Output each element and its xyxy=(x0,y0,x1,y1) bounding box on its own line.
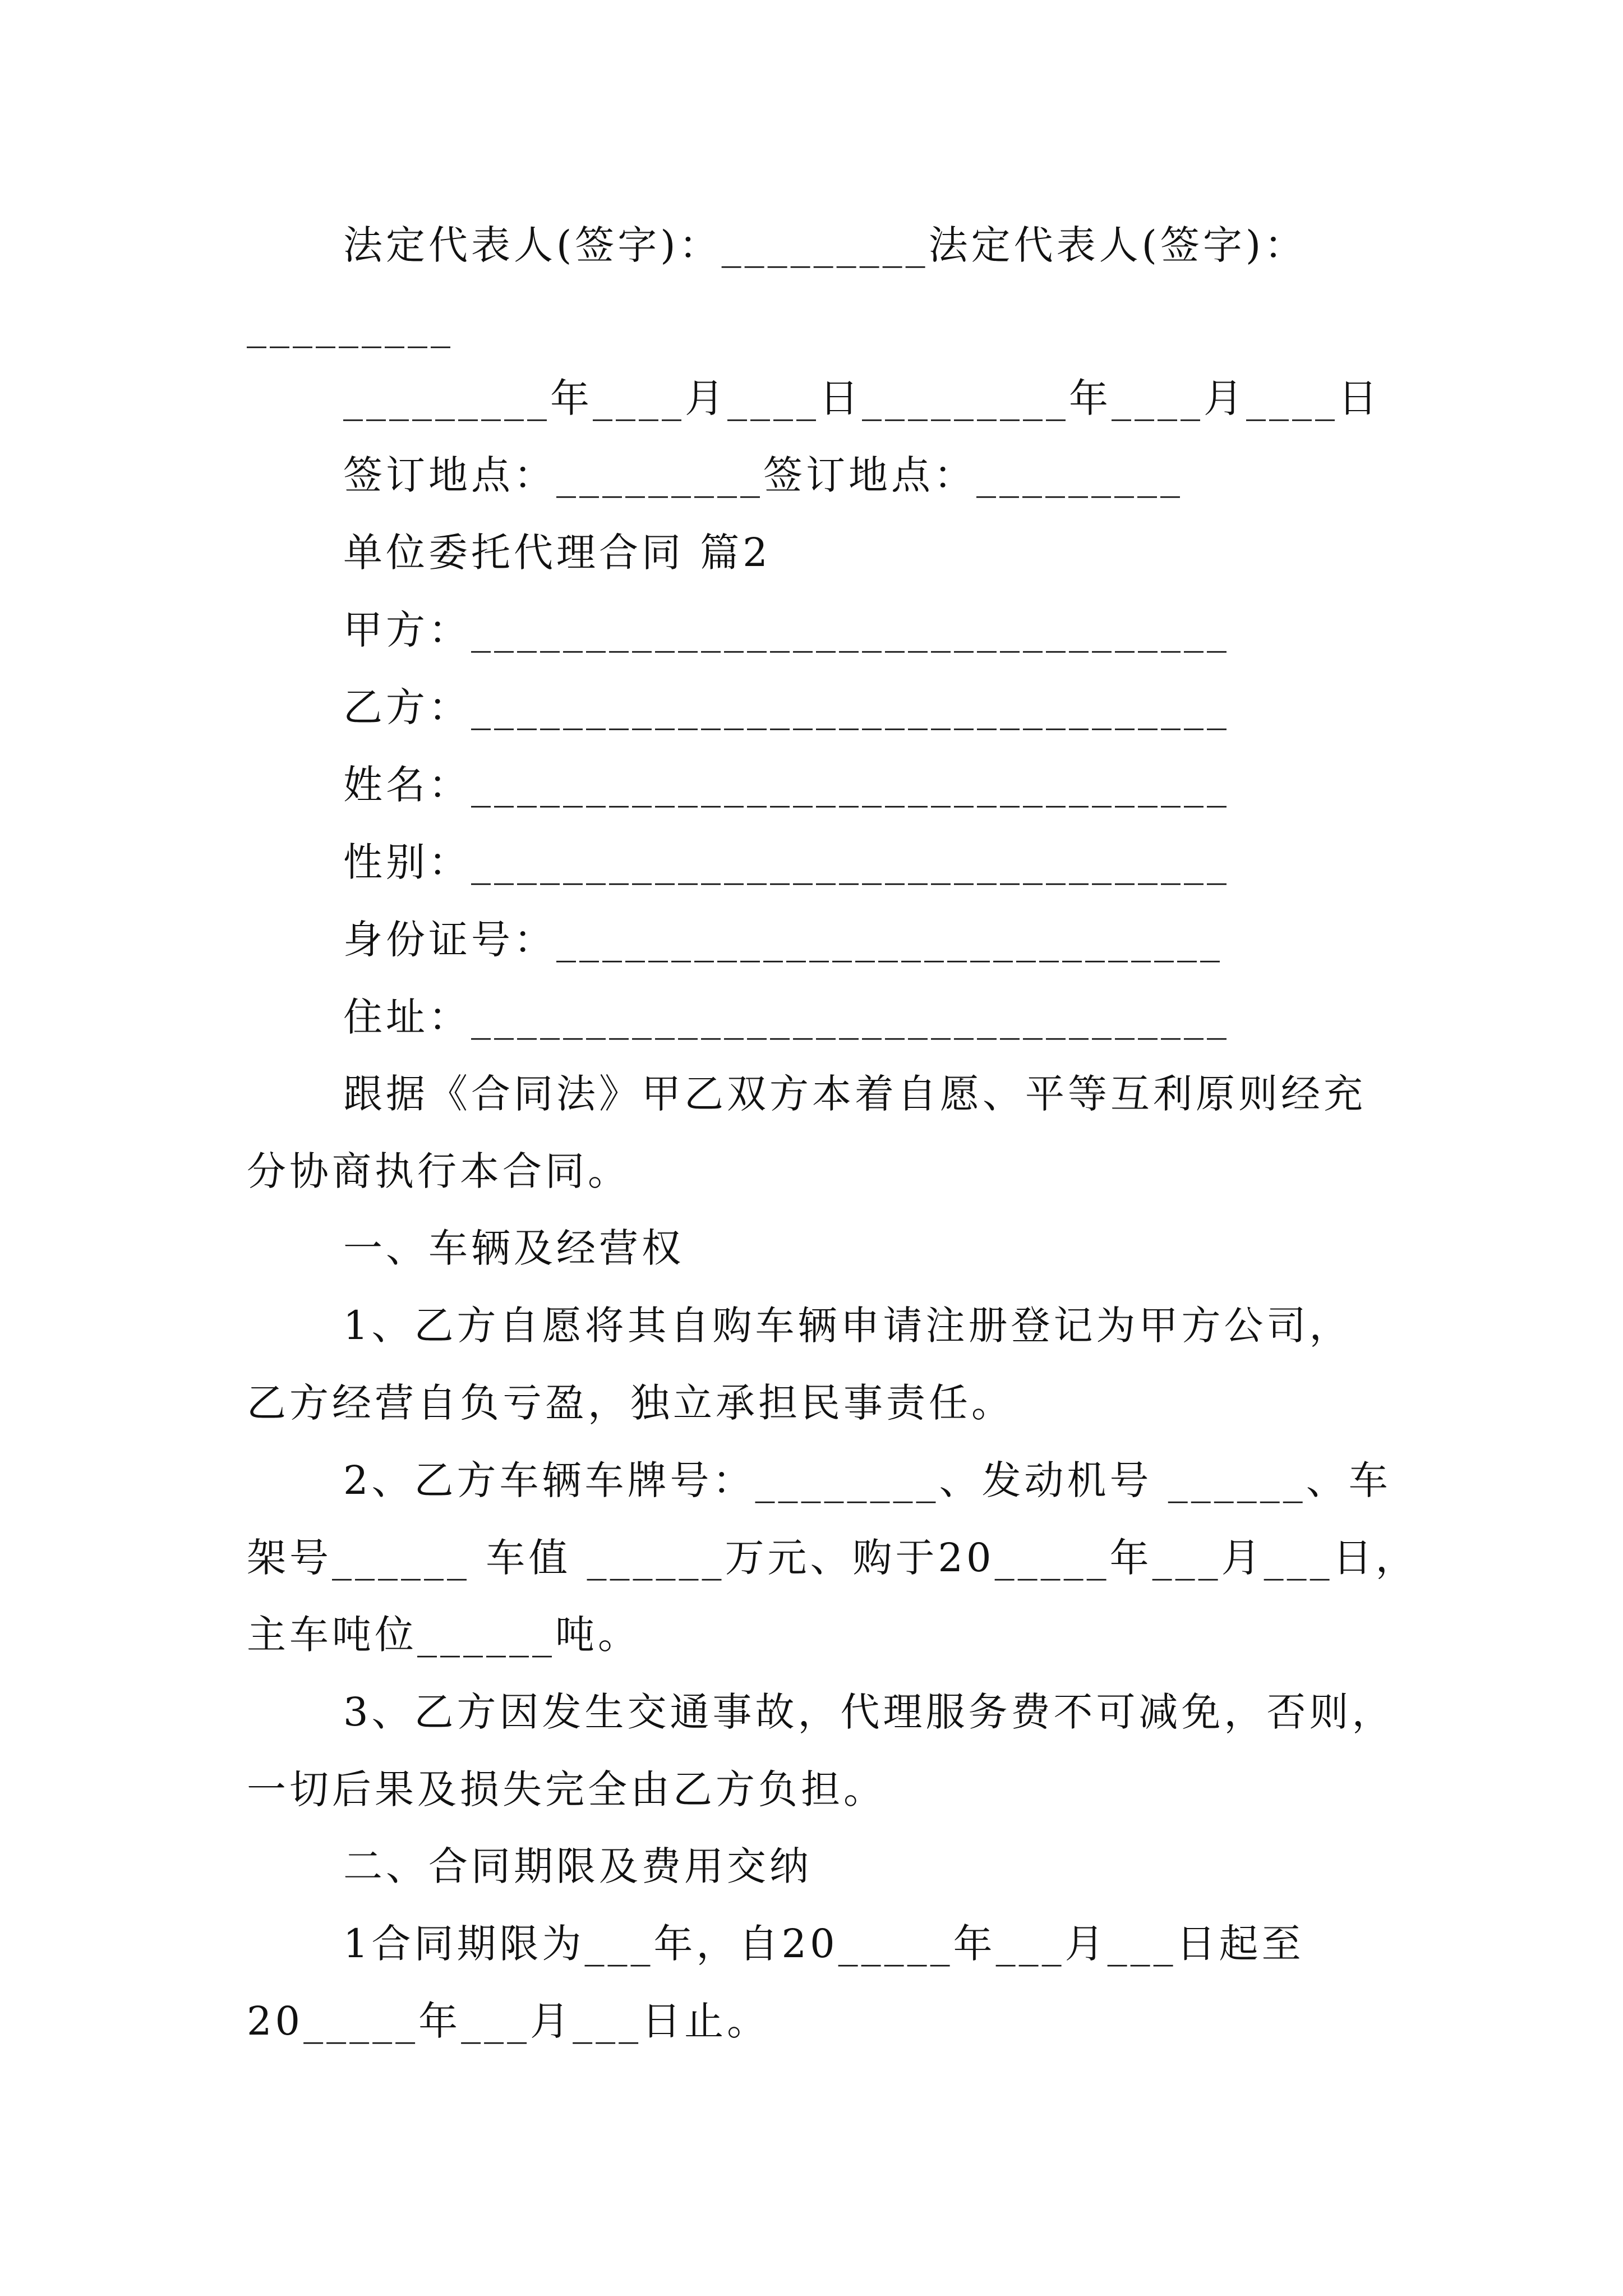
preamble-line-2: 分协商执行本合同。 xyxy=(247,1148,630,1194)
preamble-line-1: 跟据《合同法》甲乙双方本着自愿、平等互利原则经充 xyxy=(343,1071,1366,1117)
address-field: 住址：_________________________________ xyxy=(343,994,1230,1040)
name-field: 姓名：_________________________________ xyxy=(343,762,1230,808)
id-number-field: 身份证号：_____________________________ xyxy=(343,917,1223,963)
clause-1-2-line-3: 主车吨位______吨。 xyxy=(247,1612,640,1658)
gender-field: 性别：_________________________________ xyxy=(343,839,1230,885)
date-line: _________年____月____日_________年____月____日 xyxy=(343,375,1381,421)
contract-title: 单位委托代理合同 篇2 xyxy=(343,530,771,576)
party-a-field: 甲方：_________________________________ xyxy=(343,607,1230,653)
clause-1-2-line-2: 架号______ 车值 ______万元、购于20_____年___月___日， xyxy=(247,1535,1418,1581)
clause-1-3-line-2: 一切后果及损失完全由乙方负担。 xyxy=(247,1766,886,1812)
clause-2-1-line-1: 1合同期限为___年，自20_____年___月___日起至 xyxy=(343,1921,1304,1967)
clause-1-1-line-1: 1、乙方自愿将其自购车辆申请注册登记为甲方公司， xyxy=(343,1303,1352,1349)
section-1-heading: 一、车辆及经营权 xyxy=(343,1225,684,1271)
clause-1-1-line-2: 乙方经营自负亏盈，独立承担民事责任。 xyxy=(247,1380,1014,1426)
signature-blank: _________ xyxy=(247,302,454,348)
signing-place-line: 签订地点：_________签订地点：_________ xyxy=(343,452,1183,498)
party-b-field: 乙方：_________________________________ xyxy=(343,684,1230,730)
clause-1-2-line-1: 2、乙方车辆车牌号：________、发动机号 ______、车 xyxy=(343,1457,1391,1503)
section-2-heading: 二、合同期限及费用交纳 xyxy=(343,1843,812,1889)
signature-line: 法定代表人(签字)：_________法定代表人(签字)： xyxy=(343,222,1307,268)
clause-2-1-line-2: 20_____年___月___日止。 xyxy=(247,1998,770,2044)
clause-1-3-line-1: 3、乙方因发生交通事故，代理服务费不可减免，否则， xyxy=(343,1689,1395,1735)
